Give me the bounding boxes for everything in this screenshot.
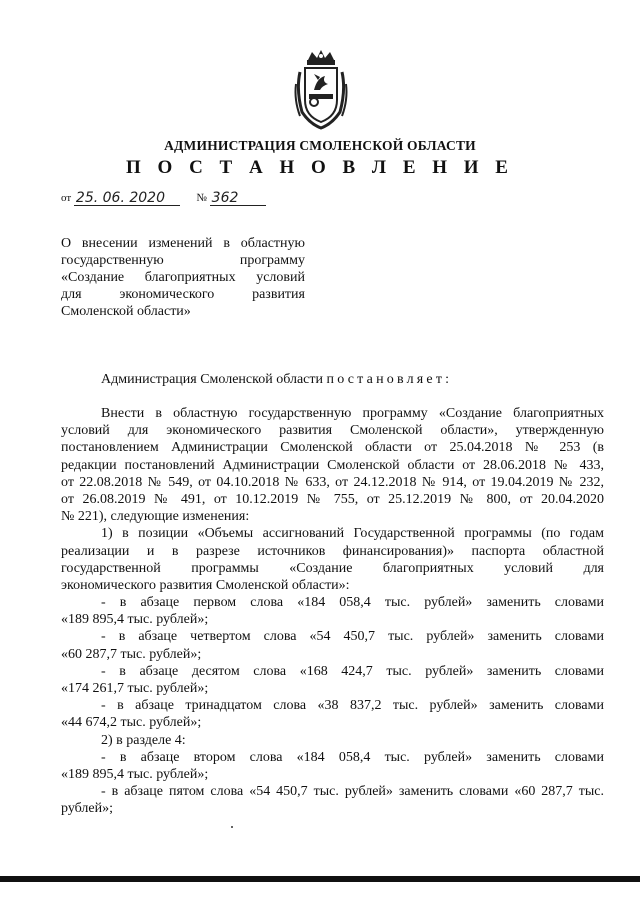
body-line: государственной программы «Создание благоприятных условий для <box>61 560 604 576</box>
body-line: «60 287,7 тыс. рублей»; <box>61 646 202 662</box>
body-line: 2) в разделе 4: <box>101 732 186 748</box>
title-line: «Создание благоприятных условий <box>61 270 305 285</box>
body-line: № 221), следующие изменения: <box>61 509 250 525</box>
body-line: - в абзаце четвертом слова «54 450,7 тыс. рублей» заменить словами <box>101 629 604 645</box>
body-line: «44 674,2 тыс. рублей»; <box>61 715 202 731</box>
body-line: - в абзаце десятом слова «168 424,7 тыс. рублей» заменить словами <box>101 663 604 679</box>
body-line: «189 895,4 тыс. рублей»; <box>61 612 209 628</box>
document-number: 362 <box>211 190 239 206</box>
scan-edge-rule <box>0 876 640 882</box>
title-line: государственную программу <box>61 253 305 268</box>
body-line: - в абзаце втором слова «184 058,4 тыс. рублей» заменить словами <box>101 749 604 765</box>
body-line: - в абзаце тринадцатом слова «38 837,2 тыс. рублей» заменить словами <box>101 698 604 714</box>
title-line: О внесении изменений в областную <box>61 236 305 251</box>
body-line: реализации и в разрезе источников финансирования)» паспорта областной <box>61 543 604 559</box>
coat-of-arms-icon <box>292 50 350 130</box>
date-prefix: от <box>61 192 72 204</box>
body-line: Внести в областную государственную программу «Создание благоприятных <box>101 406 604 421</box>
document-title <box>61 235 305 320</box>
document-type: П О С Т А Н О В Л Е Н И Е <box>126 157 514 178</box>
body-line: - в абзаце первом слова «184 058,4 тыс. рублей» заменить словами <box>101 595 604 611</box>
document-date: 25. 06. 2020 <box>75 190 165 206</box>
organization-name: АДМИНИСТРАЦИЯ СМОЛЕНСКОЙ ОБЛАСТИ <box>164 138 476 153</box>
body-line: от 26.08.2019 № 491, от 10.12.2019 № 755, от 25.12.2019 № 800, от 20.04.2020 <box>61 491 604 507</box>
title-line: Смоленской области» <box>61 304 191 319</box>
preamble-verb: постановляет: <box>326 372 453 387</box>
body-line: редакции постановлений Администрации Смоленской области от 28.06.2018 № 433, <box>61 457 604 473</box>
number-prefix: № <box>196 192 207 204</box>
body-line: условий для экономического развития Смоленской области», утвержденную <box>61 423 604 439</box>
scan-speck <box>231 826 233 828</box>
body-line: - в абзаце пятом слова «54 450,7 тыс. рублей» заменить словами «60 287,7 тыс. <box>101 784 604 800</box>
preamble <box>101 372 452 388</box>
body-line: «174 261,7 тыс. рублей»; <box>61 681 209 696</box>
body-line: рублей»; <box>61 801 113 817</box>
body-line: 1) в позиции «Объемы ассигнований Государственной программы (по годам <box>101 526 604 542</box>
body-line: «189 895,4 тыс. рублей»; <box>61 766 209 782</box>
document-body <box>61 405 604 818</box>
preamble-text: Администрация Смоленской области <box>101 372 324 387</box>
body-line: от 22.08.2018 № 549, от 04.10.2018 № 633, от 24.12.2018 № 914, от 19.04.2019 № 232, <box>61 474 604 490</box>
body-line: экономического развития Смоленской области»: <box>61 577 350 593</box>
body-line: постановлением Администрации Смоленской области от 25.04.2018 № 253 (в <box>61 440 604 456</box>
document-dateline <box>61 191 266 206</box>
title-line: для экономического развития <box>61 287 305 302</box>
